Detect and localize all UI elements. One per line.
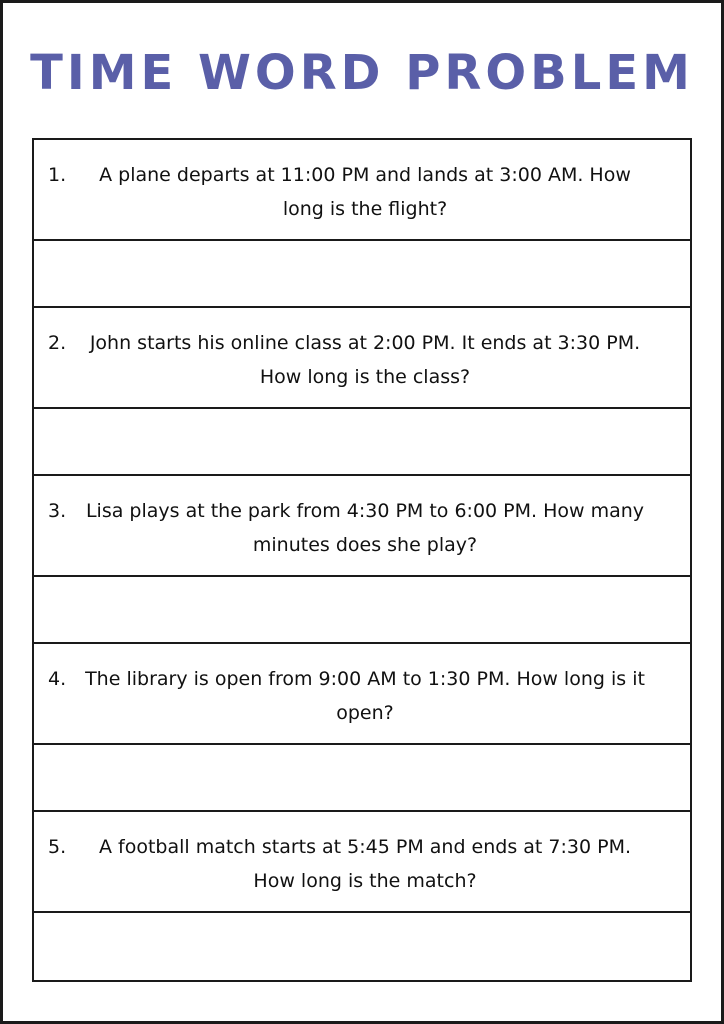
- question-row-2: [34, 308, 690, 409]
- question-text: A plane departs at 11:00 PM and lands at 3:00 AM. How long is the flight?: [99, 164, 631, 220]
- question-number: 3.: [48, 500, 67, 522]
- question-number: 4.: [48, 668, 67, 690]
- question-text: The library is open from 9:00 AM to 1:30 PM. How long is it open?: [85, 668, 645, 724]
- question-row-5: [34, 812, 690, 913]
- question-row-1: [34, 140, 690, 241]
- answer-box-3[interactable]: [34, 577, 690, 644]
- question-text: Lisa plays at the park from 4:30 PM to 6:00 PM. How many minutes does she play?: [85, 500, 645, 556]
- worksheet-title: TIME WORD PROBLEM: [30, 45, 694, 101]
- answer-box-1[interactable]: [34, 241, 690, 308]
- question-text: A football match starts at 5:45 PM and ends at 7:30 PM. How long is the match?: [98, 836, 632, 892]
- question-number: 2.: [48, 332, 67, 354]
- question-text: John starts his online class at 2:00 PM. It ends at 3:30 PM. How long is the class?: [89, 332, 641, 388]
- answer-box-4[interactable]: [34, 745, 690, 812]
- question-row-4: [34, 644, 690, 745]
- question-table: [32, 138, 692, 982]
- question-row-3: [34, 476, 690, 577]
- answer-box-5[interactable]: [34, 913, 690, 980]
- question-number: 1.: [48, 164, 67, 186]
- answer-box-2[interactable]: [34, 409, 690, 476]
- question-number: 5.: [48, 836, 67, 858]
